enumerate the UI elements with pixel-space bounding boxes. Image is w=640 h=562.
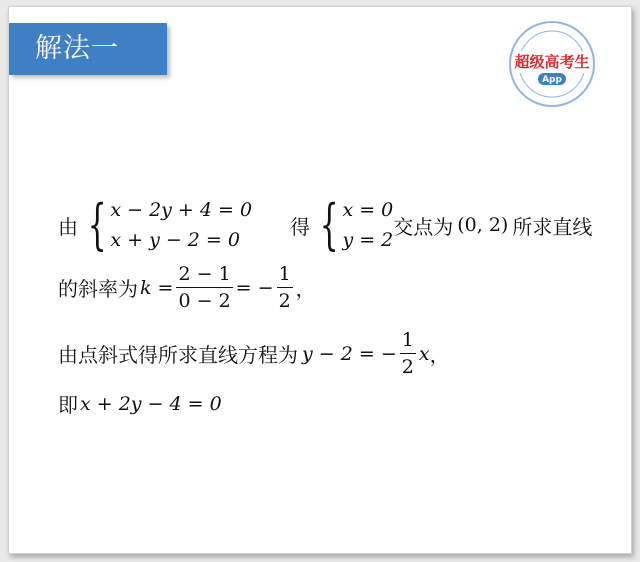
solution-line-4 bbox=[58, 389, 222, 418]
solution-line-3 bbox=[58, 329, 450, 378]
slope-value-fraction: $\frac{1}{2}$ bbox=[278, 263, 291, 312]
line-equation-lhs: y − 2 = − bbox=[302, 342, 397, 365]
final-equation: x + 2y − 4 = 0 bbox=[80, 392, 222, 415]
solution-x: x = 0 bbox=[342, 199, 394, 221]
variable-x: x bbox=[418, 342, 430, 365]
slope-symbol: k = bbox=[140, 276, 174, 299]
app-logo bbox=[505, 17, 599, 111]
solution-system: { x = 0 y = 2 bbox=[319, 193, 394, 256]
solution-y: y = 2 bbox=[342, 229, 394, 251]
comma: ， bbox=[295, 277, 316, 301]
solution-line-1 bbox=[58, 195, 592, 255]
intersection-point: (0, 2) bbox=[457, 214, 509, 236]
equals-minus: = − bbox=[235, 276, 274, 299]
logo-brand-text: 超级高考生 bbox=[514, 53, 590, 71]
half-fraction: $\frac{1}{2}$ bbox=[401, 329, 414, 378]
text-de: 得 bbox=[290, 214, 311, 239]
content-card bbox=[8, 6, 632, 554]
method-title: 解法一 bbox=[9, 23, 167, 75]
text-slope-is: 的斜率为 bbox=[58, 277, 138, 301]
slope-fraction: $\frac{2 - 1}{0 - 2}$ bbox=[178, 263, 231, 312]
text-you: 由 bbox=[58, 214, 78, 239]
logo-sub-text: App bbox=[542, 75, 562, 85]
logo-seal-icon bbox=[505, 17, 599, 111]
text-intersection: 交点为 bbox=[393, 214, 454, 239]
equation-1: x − 2y + 4 = 0 bbox=[110, 199, 253, 221]
comma: ， bbox=[429, 343, 450, 367]
equation-system: { x − 2y + 4 = 0 x + y − 2 = 0 bbox=[87, 193, 253, 256]
solution-line-2 bbox=[58, 263, 316, 312]
text-ji: 即 bbox=[58, 393, 78, 417]
text-required-line: 所求直线 bbox=[512, 214, 593, 239]
text-point-slope: 由点斜式得所求直线方程为 bbox=[58, 343, 298, 367]
equation-2: x + y − 2 = 0 bbox=[110, 229, 240, 251]
